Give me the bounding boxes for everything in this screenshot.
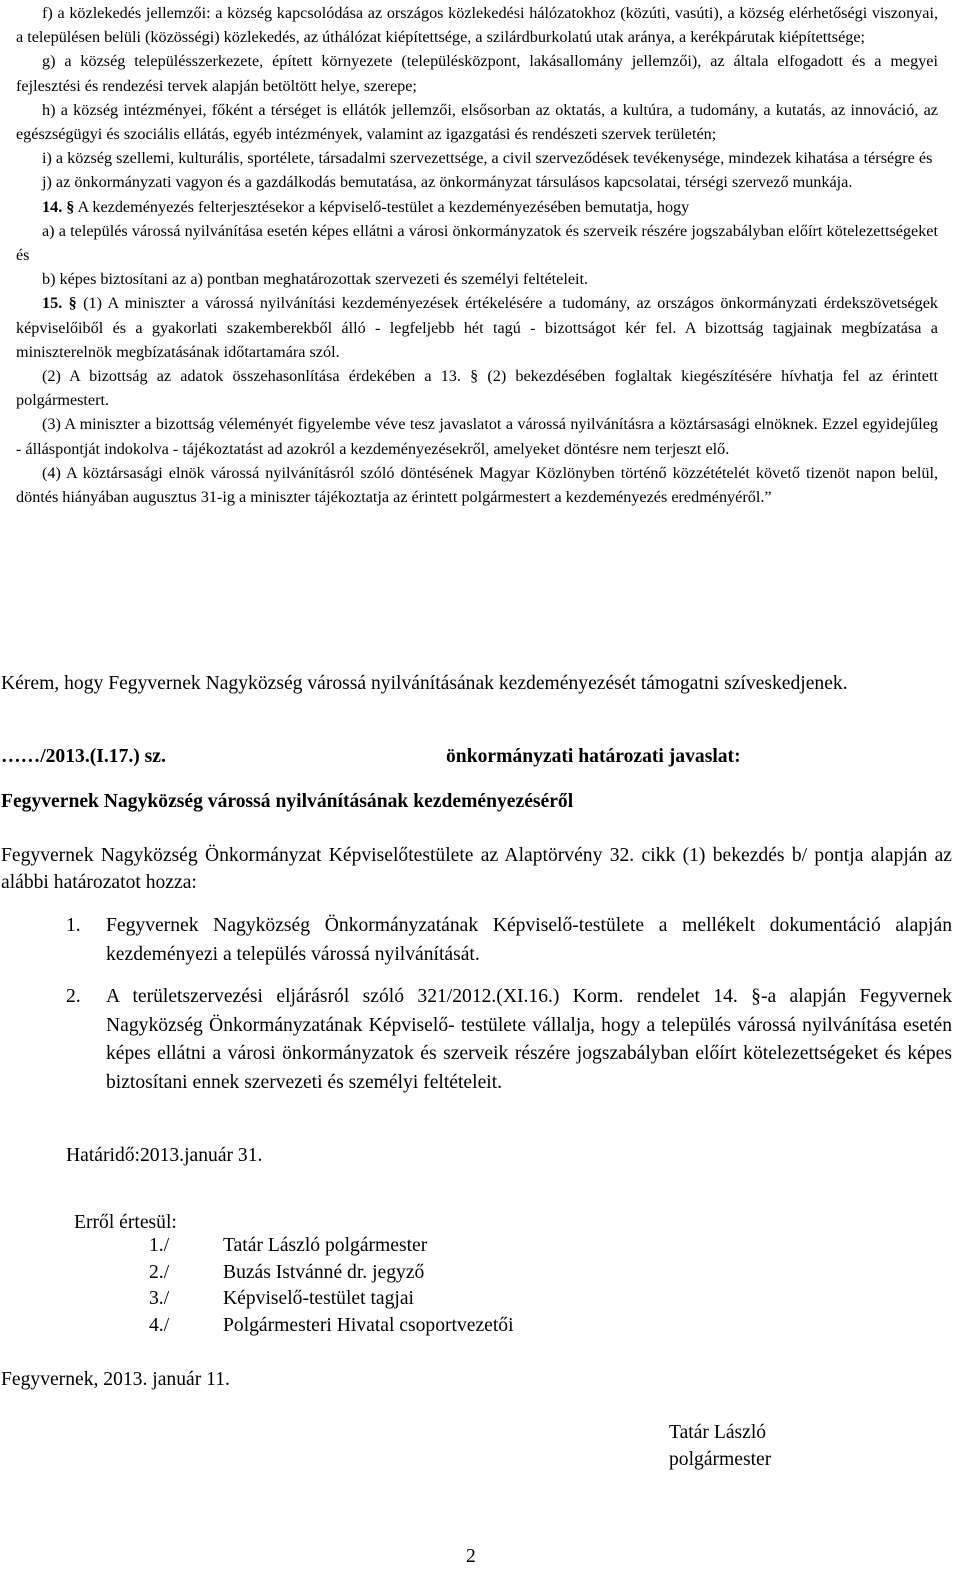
resolution-items <box>66 912 952 1097</box>
section-14 <box>16 195 938 219</box>
item-text: A területszervezési eljárásról szóló 321/2012.(XI.16.) Korm. rendelet 14. §-a alapján Fegyvernek Nagyközség Önkormányzatának Képviselő- testülete vállalja, hogy a település várossá nyilvánítása esetén képes ellátni a városi önkormányzatok és szerveik részére jogszabályban előírt kötelezettségeket és képes biztosítani ennek szervezeti és személyi feltételeit. <box>106 986 952 1093</box>
place-date: Fegyvernek, 2013. január 11. <box>1 1369 230 1390</box>
resolution-type: önkormányzati határozati javaslat: <box>446 746 741 767</box>
excerpt-paragraph-g: g) a község településszerkezete, épített környezete (településközpont, lakásallomány jellemzői), az általa elfogadott és a megyei fejlesztési és rendezési tervek alapján betöltött helye, szerepe; <box>16 52 938 95</box>
recipient-row <box>149 1313 514 1340</box>
recipient-row <box>149 1233 427 1260</box>
recipient-number: 2./ <box>149 1262 170 1283</box>
item-number: 1. <box>66 915 81 936</box>
section-15-number: 15. § <box>42 294 77 313</box>
recipient-name: Képviselő-testület tagjai <box>223 1288 414 1309</box>
recipient-name: Buzás Istvánné dr. jegyző <box>223 1262 425 1283</box>
recipient-row <box>149 1260 424 1287</box>
item-number: 2. <box>66 986 81 1007</box>
resolution-item-2 <box>66 983 952 1097</box>
section-15-paragraph-4: (4) A köztársasági elnök várossá nyilvánításról szóló döntésének Magyar Közlönyben történő közzétételét követő tizenöt napon belül, döntés hiányában augusztus 31-ig a miniszter tájékoztatja az érintett polgármestert a kezdeményezés eredményéről.” <box>16 463 938 507</box>
recipient-number: 1./ <box>149 1235 170 1256</box>
deadline: Határidő:2013.január 31. <box>66 1145 263 1166</box>
recipient-name: Polgármesteri Hivatal csoportvezetői <box>223 1315 514 1336</box>
section-15-paragraph-2: (2) A bizottság az adatok összehasonlítása érdekében a 13. § (2) bekezdésében foglaltak kiegészítésére hívhatja fel az érintett polgármestert. <box>16 367 938 410</box>
excerpt-paragraph-i: i) a község szellemi, kulturális, sportélete, társadalmi szervezettsége, a civil szerveződések tevékenysége, mindezek kihatása a térségre és <box>42 149 933 168</box>
excerpt-paragraph-j: j) az önkormányzati vagyon és a gazdálkodás bemutatása, az önkormányzat társulásos kapcsolatai, térségi szervező munkája. <box>42 173 853 192</box>
statute-excerpt <box>16 1 938 509</box>
section-14-point-a: a) a település várossá nyilvánítása esetén képes ellátni a városi önkormányzatok és szerveik részére jogszabályban előírt kötelezettségeket és <box>16 221 938 265</box>
section-14-point-b: b) képes biztosítani az a) pontban meghatározottak szervezeti és személyi feltételeit. <box>42 270 589 289</box>
notify-heading: Erről értesül: <box>74 1212 177 1233</box>
section-15-paragraph-3: (3) A miniszter a bizottság véleményét figyelembe véve tesz javaslatot a várossá nyilvánításra a köztársasági elnöknek. Ezzel egyidejűleg - álláspontját indokolva - tájékoztatást ad azokról a kezdeményezésekről, amelyeket döntésre nem terjeszt elő. <box>16 415 938 458</box>
section-15-paragraph-1: (1) A miniszter a várossá nyilvánítási kezdeményezések értékelésére a tudomány, az országos önkormányzati érdekszövetségek képviselőiből és a gyakorlati szakemberekből álló - legfeljebb hét tagú - bizottságot kér fel. A bizottság tagjainak megbízatása a miniszterelnök megbízatásának időtartamára szól. <box>16 294 938 361</box>
signature-title: polgármester <box>669 1449 772 1470</box>
signature-name: Tatár László <box>669 1422 767 1443</box>
section-14-number: 14. § <box>42 197 75 216</box>
resolution-item-1 <box>66 912 952 969</box>
section-15 <box>16 291 938 364</box>
resolution-number: ……/2013.(I.17.) sz. <box>1 746 166 767</box>
recipient-number: 4./ <box>149 1315 170 1336</box>
recipient-row <box>149 1286 414 1313</box>
section-14-text: A kezdeményezés felterjesztésekor a képviselő-testület a kezdeményezésében bemutatja, hogy <box>74 197 690 216</box>
recipient-name: Tatár László polgármester <box>223 1235 428 1256</box>
resolution-title: Fegyvernek Nagyközség várossá nyilvánításának kezdeményezéséről <box>1 791 574 812</box>
excerpt-paragraph-h: h) a község intézményei, főként a térséget is ellátók jellemzői, elsősorban az oktatás, a kultúra, a tudomány, a kutatás, az innováció, az egészségügyi és szociális ellátás, egyéb intézmények, valamint az igazgatási és rendészeti szervek területén; <box>16 100 938 144</box>
page-number: 2 <box>466 1546 476 1567</box>
excerpt-paragraph-f: f) a közlekedés jellemzői: a község kapcsolódása az országos közlekedési hálózatokhoz (közúti, vasúti), a község elérhetőségi viszonyai, a településen belüli (közösségi) közlekedés, az úthálózat kiépítettsége, a szilárdburkolatú utak aránya, a kerékpárutak kiépítettsége; <box>16 4 938 47</box>
request-paragraph: Kérem, hogy Fegyvernek Nagyközség várossá nyilvánításának kezdeményezését támogatni szíveskedjenek. <box>1 673 848 694</box>
item-text: Fegyvernek Nagyközség Önkormányzatának Képviselő-testülete a mellékelt dokumentáció alapján kezdeményezi a település várossá nyilvánítását. <box>106 915 952 965</box>
recipient-number: 3./ <box>149 1288 170 1309</box>
preamble: Fegyvernek Nagyközség Önkormányzat Képviselőtestülete az Alaptörvény 32. cikk (1) bekezdés b/ pontja alapján az alábbi határozatot hozza: <box>1 845 952 893</box>
